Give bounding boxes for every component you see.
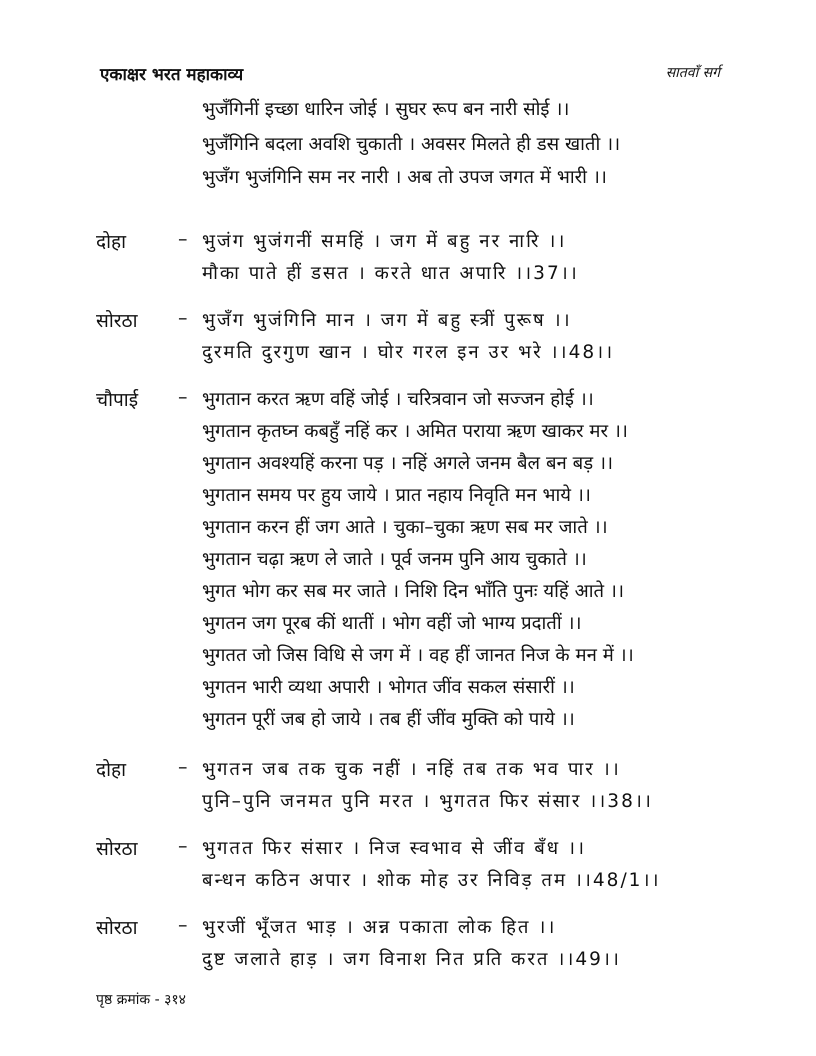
verse-line: भुजँग भुजंगिनि सम नर नारी । अब तो उपज जगत में भारी ।। — [202, 167, 607, 188]
verse-line: पुनि–पुनि जनमत पुनि मरत । भुगतत फिर संसार ।।38।। — [202, 791, 653, 812]
verse-line: भुजंग भुजंगनीं समहिं । जग में बहु नर नारि ।। — [202, 231, 567, 252]
verse-line: भुगतान समय पर हुय जाये । प्रात नहाय निवृति मन भाये ।। — [202, 485, 591, 506]
verse-line: भुगत भोग कर सब मर जाते । निशि दिन भाँति पुनः यहिं आते ।। — [202, 581, 624, 602]
page-number: पृष्ठ क्रमांक - ३१४ — [96, 992, 186, 1008]
verse-line: भुगतन भारी व्यथा अपारी । भोगत जींव सकल संसारीं ।। — [202, 677, 575, 698]
verse-dash: – — [178, 835, 188, 857]
verse-line: भुरजीं भूँजत भाड़ । अन्न पकाता लोक हित ।। — [202, 917, 557, 938]
verse-label: दोहा — [96, 231, 127, 253]
verse-line: भुगतान करन हीं जग आते । चुका–चुका ऋण सब मर जाते ।। — [202, 517, 608, 538]
verse-dash: – — [178, 756, 188, 778]
verse-line: मौका पाते हीं डसत । करते धात अपारि ।।37।। — [202, 263, 579, 284]
verse-line: भुजँगिनि बदला अवशि चुकाती । अवसर मिलते ही डस खाती ।। — [202, 134, 621, 155]
verse-line: भुगतान करत ऋण वहिं जोई । चरित्रवान जो सज्जन होई ।। — [202, 389, 594, 410]
verse-line: भुगतान अवश्यहिं करना पड़ । नहिं अगले जनम बैल बन बड़ ।। — [202, 453, 614, 474]
verse-line: दुरमति दुरगुण खान । घोर गरल इन उर भरे ।।48।। — [202, 342, 615, 363]
verse-label: सोरठा — [96, 838, 138, 860]
verse-line: भुगतन पूरीं जब हो जाये । तब हीं जींव मुक्ति को पाये ।। — [202, 709, 575, 730]
verse-line: भुगतत जो जिस विधि से जग में । वह हीं जानत निज के मन में ।। — [202, 645, 634, 666]
verse-dash: – — [178, 228, 188, 250]
verse-label: सोरठा — [96, 917, 138, 939]
verse-line: भुगतान चढ़ा ऋण ले जाते । पूर्व जनम पुनि आय चुकाते ।। — [202, 549, 587, 570]
chapter-title: सातवाँ सर्ग — [665, 65, 720, 81]
verse-dash: – — [178, 307, 188, 329]
verse-label: सोरठा — [96, 310, 138, 332]
verse-line: भुगतन जग पूरब कीं थातीं । भोग वहीं जो भाग्य प्रदातीं ।। — [202, 613, 582, 634]
verse-line: भुगतन जब तक चुक नहीं । नहिं तब तक भव पार ।। — [202, 759, 621, 780]
verse-line: भुजँगिनीं इच्छा धारिन जोई । सुघर रूप बन नारी सोई ।। — [202, 99, 570, 120]
verse-line: दुष्ट जलाते हाड़ । जग विनाश नित प्रति करत ।।49।। — [202, 949, 621, 970]
verse-dash: – — [178, 386, 188, 408]
verse-line: बन्धन कठिन अपार । शोक मोह उर निविड़ तम ।।48/1।। — [202, 870, 661, 891]
verse-dash: – — [178, 914, 188, 936]
verse-label: दोहा — [96, 759, 127, 781]
verse-line: भुगतान कृतघ्न कबहुँ नहिं कर । अमित पराया ऋण खाकर मर ।। — [202, 421, 628, 442]
verse-line: भुजँग भुजंगिनि मान । जग में बहु स्त्रीं पुरूष ।। — [202, 310, 572, 331]
book-title: एकाक्षर भरत महाकाव्य — [100, 65, 244, 85]
verse-line: भुगतत फिर संसार । निज स्वभाव से जींव बँध ।। — [202, 838, 587, 859]
verse-label: चौपाई — [96, 389, 139, 411]
